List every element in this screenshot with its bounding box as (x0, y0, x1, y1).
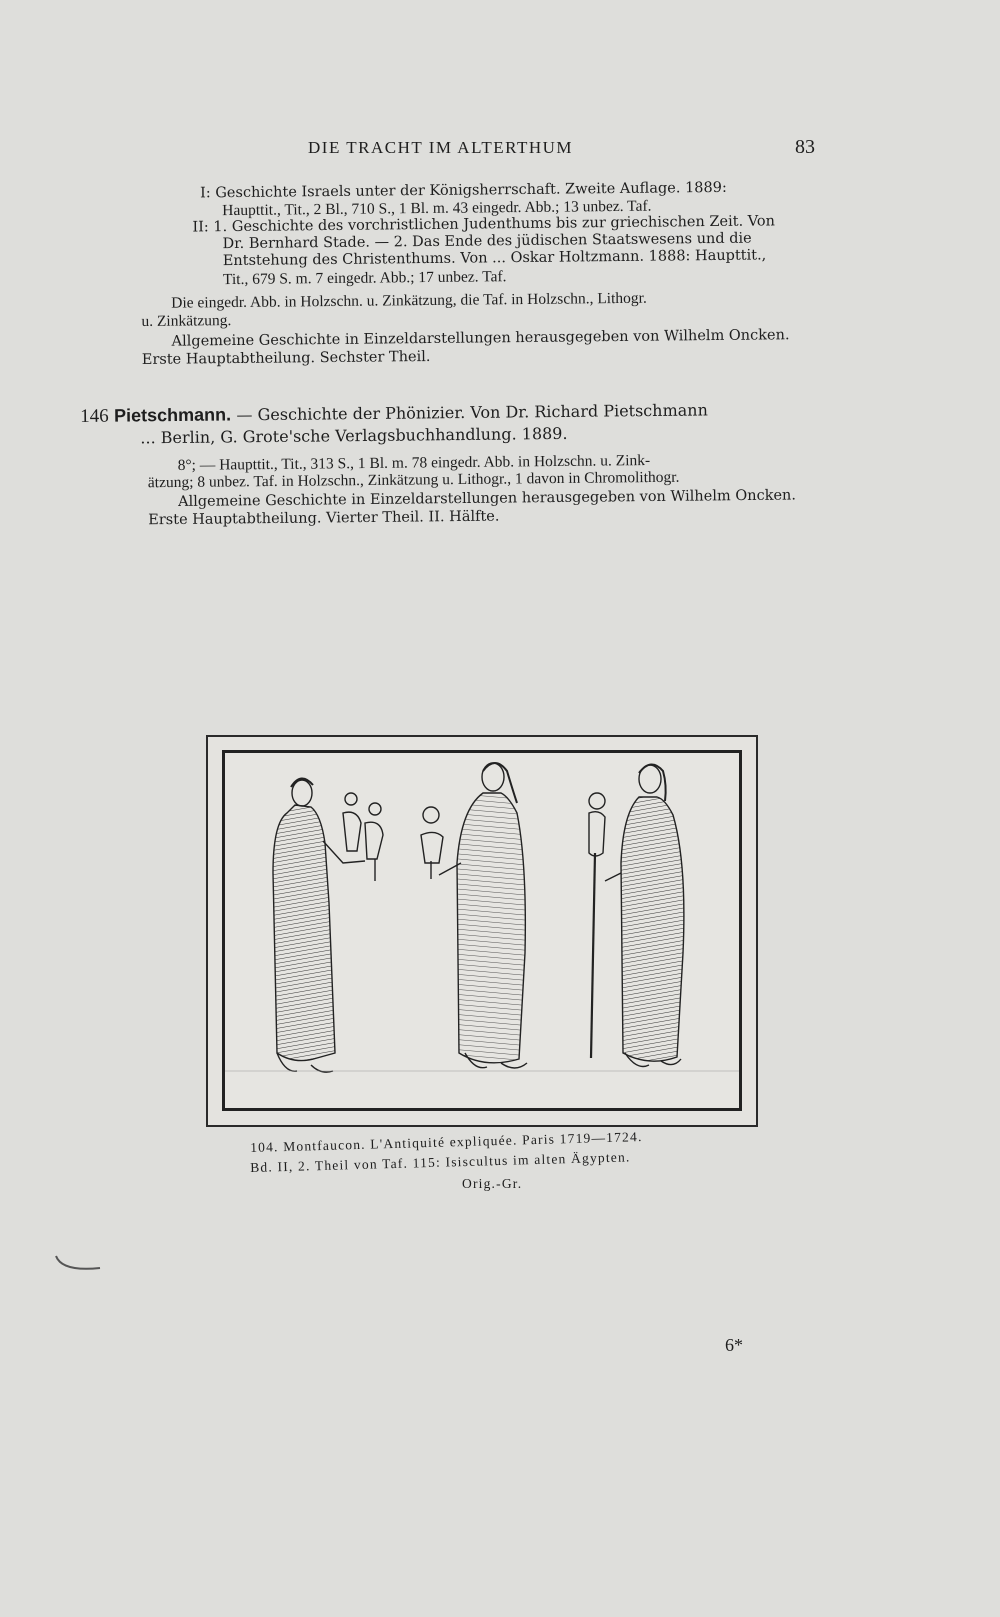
series-note: Allgemeine Geschichte in Einzeldarstellungen herausgegeben von Wilhelm Oncken. (171, 327, 790, 350)
signature-mark: 6* (725, 1335, 743, 1355)
entry-line: Die eingedr. Abb. in Holzschn. u. Zinkätzung, die Taf. in Holzschn., Lithogr. (171, 289, 647, 312)
entry-line: 8°; — Haupttit., Tit., 313 S., 1 Bl. m. 78 eingedr. Abb. in Holzschn. u. Zink- (177, 452, 651, 474)
isis-cult-engraving (225, 753, 739, 1108)
figure-caption-line-2: Bd. II, 2. Theil von Taf. 115: Isiscultus im alten Ägypten. (250, 1149, 631, 1175)
entry-line: Entstehung des Christenthums. Von ... Oskar Holtzmann. 1888: Haupttit., (222, 247, 767, 270)
series-note: Allgemeine Geschichte in Einzeldarstellungen herausgegeben von Wilhelm Oncken. (177, 487, 797, 510)
figure-priestess-left (273, 778, 383, 1072)
entry-line: ätzung; 8 unbez. Taf. in Holzschn., Zinkätzung u. Lithogr., 1 davon in Chromolithogr. (147, 468, 680, 492)
entry-line: II: 1. Geschichte des vorchristlichen Judenthums bis zur griechischen Zeit. Von (192, 213, 776, 236)
entry-number: 146 (80, 405, 109, 427)
entry-line: u. Zinkätzung. (141, 312, 232, 330)
entry-heading (80, 399, 708, 428)
engraving (222, 750, 742, 1111)
entry-imprint-text: ... Berlin, G. Grote'sche Verlagsbuchhandlung. 1889. (140, 423, 568, 448)
entry-line: Dr. Bernhard Stade. — 2. Das Ende des jüdischen Staatswesens und die (222, 230, 752, 253)
running-header: DIE TRACHT IM ALTERTHUM (308, 138, 574, 157)
entry-line: I: Geschichte Israels unter der Königsherrschaft. Zweite Auflage. 1889: (199, 179, 727, 202)
figure-plate (206, 735, 758, 1127)
entry-line: Haupttit., Tit., 2 Bl., 710 S., 1 Bl. m. 43 eingedr. Abb.; 13 unbez. Taf. (222, 197, 652, 220)
entry-author: Pietschmann. (113, 404, 232, 426)
pencil-scratch (52, 1250, 112, 1280)
series-note: Erste Hauptabtheilung. Sechster Theil. (141, 348, 431, 368)
figure-caption-line-3: Orig.-Gr. (462, 1176, 523, 1191)
figure-priestess-center (421, 763, 527, 1068)
page-number: 83 (795, 136, 815, 158)
entry-title: — Geschichte der Phönizier. Von Dr. Richard Pietschmann (236, 400, 708, 425)
entry-continued (140, 179, 840, 368)
entry-line: Tit., 679 S. m. 7 eingedr. Abb.; 17 unbez. Taf. (222, 268, 507, 289)
entry-imprint (140, 424, 567, 448)
entry-146 (80, 394, 840, 529)
figure-caption-line-1: 104. Montfaucon. L'Antiquité expliquée. Paris 1719—1724. (250, 1129, 643, 1155)
series-note: Erste Hauptabtheilung. Vierter Theil. II. Hälfte. (148, 508, 500, 529)
figure-priestess-right (589, 764, 684, 1066)
